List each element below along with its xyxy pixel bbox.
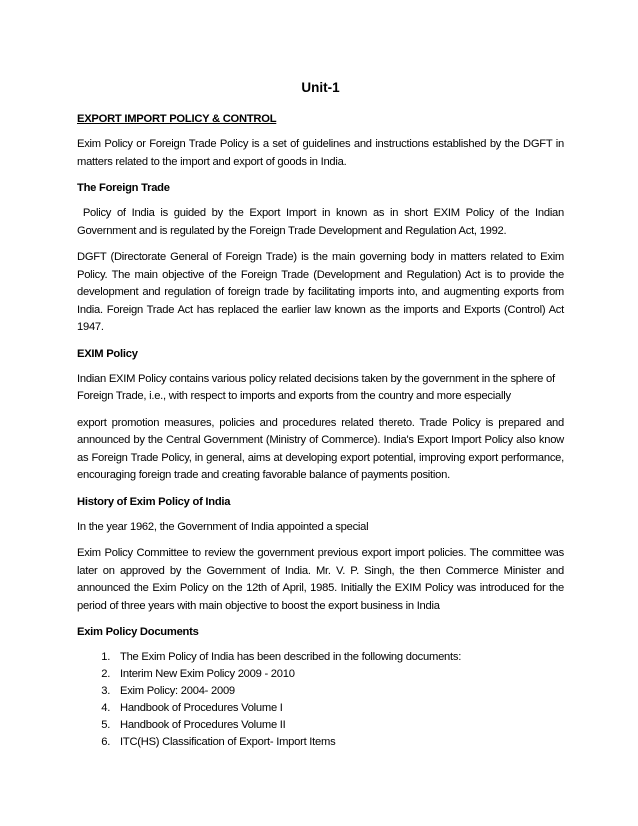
- list-item: 1. The Exim Policy of India has been described in the following documents:: [113, 649, 564, 666]
- main-section-heading: EXPORT IMPORT POLICY & CONTROL: [77, 113, 277, 125]
- list-item: 6. ITC(HS) Classification of Export- Import Items: [113, 734, 564, 751]
- page-title: Unit-1: [301, 80, 340, 95]
- exim-policy-heading: EXIM Policy: [77, 347, 138, 360]
- exim-policy-paragraph-2: export promotion measures, policies and procedures related thereto. Trade Policy is prepared and announced by the Central Government (Ministry of Commerce). India's Export Import Policy also know as Foreign Trade Policy, in general, aims at developing export potential, improving export performance, encouraging foreign trade and creating favorable balance of payments position.: [77, 416, 564, 481]
- list-item: 5. Handbook of Procedures Volume II: [113, 717, 564, 734]
- foreign-trade-heading: The Foreign Trade: [77, 182, 170, 194]
- foreign-trade-paragraph-1: Policy of India is guided by the Export Import in known as in short EXIM Policy of the Indian Government and is regulated by the Foreign Trade Development and Regulation Act, 1992.: [77, 207, 567, 237]
- list-item: 3. Exim Policy: 2004- 2009: [113, 683, 564, 700]
- foreign-trade-paragraph-2: DGFT (Directorate General of Foreign Trade) is the main governing body in matters related to Exim Policy. The main objective of the Foreign Trade (Development and Regulation) Act is to provide the development and regulation of foreign trade by facilitating imports into, and augmenting exports from India. Foreign Trade Act has replaced the earlier law known as the imports and Exports (Control) Act 1947.: [77, 251, 564, 333]
- history-paragraph-2: Exim Policy Committee to review the government previous export import policies. The committee was later on approved by the Government of India. Mr. V. P. Singh, the then Commerce Minister and announced the Exim Policy on the 12th of April, 1985. Initially the EXIM Policy was introduced for the period of three years with main objective to boost the export business in India: [77, 547, 564, 612]
- list-item: 2. Interim New Exim Policy 2009 - 2010: [113, 666, 564, 683]
- documents-list: [77, 649, 564, 751]
- history-paragraph-1: In the year 1962, the Government of India appointed a special: [77, 520, 369, 533]
- documents-heading: Exim Policy Documents: [77, 626, 199, 638]
- exim-policy-paragraph-1: Indian EXIM Policy contains various policy related decisions taken by the government in the sphere of Foreign Trade, i.e., with respect to imports and exports from the country and more especially: [77, 372, 555, 402]
- list-item: 4. Handbook of Procedures Volume I: [113, 700, 564, 717]
- history-heading: History of Exim Policy of India: [77, 495, 231, 508]
- intro-paragraph: Exim Policy or Foreign Trade Policy is a set of guidelines and instructions established by the DGFT in matters related to the import and export of goods in India.: [77, 138, 564, 168]
